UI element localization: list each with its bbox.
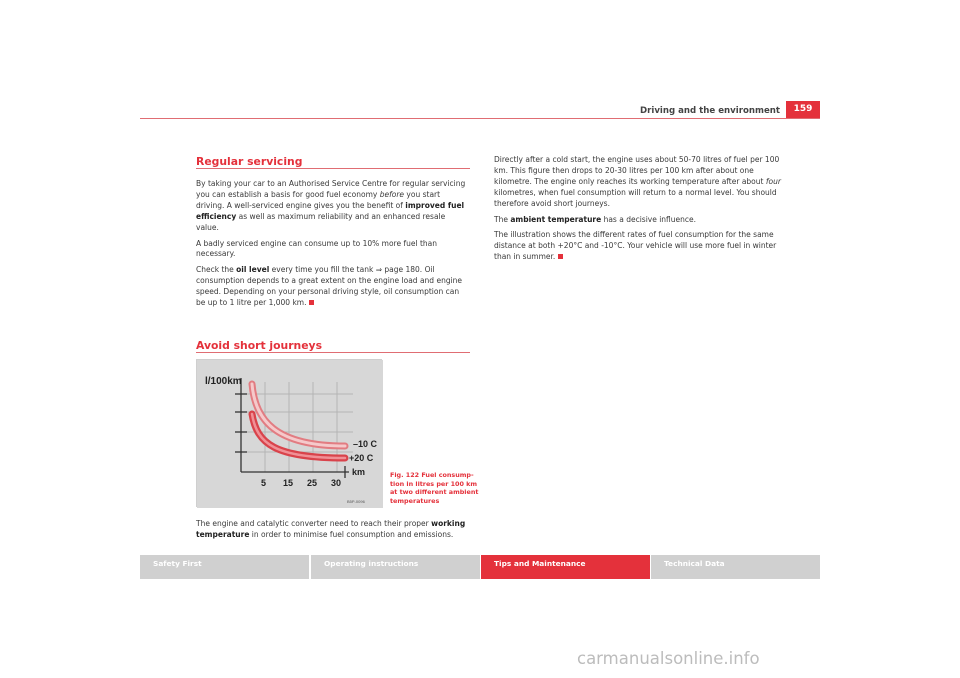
figure-caption: Fig. 122 Fuel consump-tion in litres per 100 km at two different ambient temperatures [390, 470, 479, 505]
tab-technical-data[interactable]: Technical Data [651, 555, 820, 579]
header-rule [140, 118, 820, 119]
text: The [494, 214, 511, 224]
text: Directly after a cold start, the engine uses about 50-70 litres of fuel per 100 km. This figure then drops to 20-30 litres per 100 km after about one kilometre. The engine only reaches its working temperature after about [494, 155, 780, 186]
y-axis-label: l/100km [205, 375, 242, 387]
x-tick-label: 5 [261, 477, 267, 488]
section-heading-avoid-short-journeys: Avoid short journeys [196, 339, 470, 353]
x-tick-label: 30 [331, 477, 342, 488]
x-axis-unit: km [352, 466, 366, 477]
text: has a decisive influence. [601, 214, 697, 224]
curve-warm-label: +20 C [349, 452, 374, 463]
paragraph [196, 265, 470, 309]
tab-operating-instructions[interactable]: Operating instructions [311, 555, 480, 579]
section-heading-regular-servicing: Regular servicing [196, 155, 470, 169]
right-column [494, 155, 784, 268]
text: The engine and catalytic converter need to reach their proper [196, 518, 432, 528]
figure-code: B5P-0096 [347, 498, 365, 504]
paragraph [494, 155, 784, 210]
bold-term: ambient temperature [510, 214, 602, 224]
left-column [196, 155, 479, 546]
paragraph: A badly serviced engine can consume up to 10% more fuel than necessary. [196, 238, 437, 259]
end-mark-icon [309, 300, 314, 305]
tab-tips-and-maintenance[interactable]: Tips and Maintenance [481, 555, 650, 579]
fuel-consumption-figure [196, 359, 382, 507]
text: every time you fill the tank ⇒ page 180. Oil consumption depends to a great extent on the engine load and engine speed. Depending on your personal driving style, oil consumption can be up to 1 litre per 1,000 km. [196, 265, 463, 308]
paragraph [196, 519, 470, 541]
text: kilometres, when fuel consumption will return to a normal level. You should therefore avoid short journeys. [494, 187, 777, 208]
text: you start driving. A well-serviced engine gives you the benefit of [196, 189, 441, 210]
paragraph [196, 179, 470, 234]
emphasis: four [765, 176, 781, 186]
page-number: 159 [786, 101, 820, 118]
emphasis: before [379, 189, 405, 199]
text: as well as maximum reliability and an enhanced resale value. [196, 211, 446, 232]
x-tick-label: 25 [307, 477, 318, 488]
text: By taking your car to an Authorised Service Centre for regular servicing you can establish a basis for good fuel economy [196, 179, 466, 199]
paragraph [494, 215, 784, 226]
running-title: Driving and the environment [640, 106, 780, 116]
paragraph [494, 230, 784, 263]
text: Check the [196, 265, 237, 275]
bold-term: working temperature [196, 518, 466, 539]
figure-graphic [197, 360, 383, 508]
watermark: carmanualsonline.info [577, 649, 760, 668]
curve-cold-label: –10 C [353, 438, 378, 449]
bold-term: improved fuel efficiency [196, 200, 465, 221]
tab-safety-first[interactable]: Safety First [140, 555, 309, 579]
bold-term: oil level [236, 265, 270, 275]
x-tick-label: 15 [283, 477, 294, 488]
figure-row [196, 359, 479, 519]
text: in order to minimise fuel consumption and emissions. [249, 529, 454, 539]
text: The illustration shows the different rates of fuel consumption for the same distance at both +20°C and -10°C. Your vehicle will use more fuel in winter than in summer. [494, 230, 777, 262]
end-mark-icon [558, 254, 563, 259]
